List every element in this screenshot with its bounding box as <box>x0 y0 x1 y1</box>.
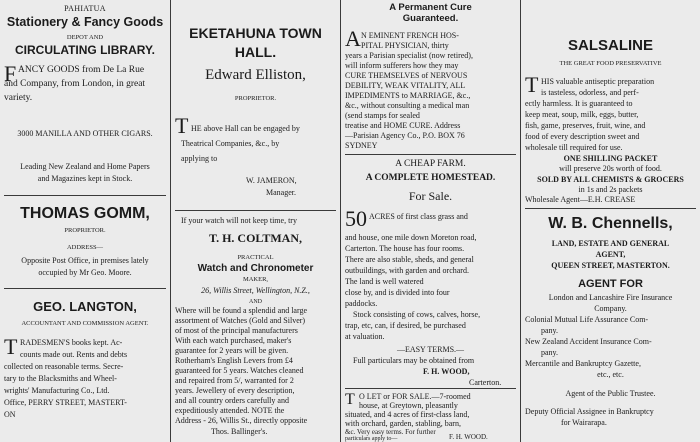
ad-divider <box>4 195 166 196</box>
column-4 <box>521 0 700 442</box>
ad-title: Guaranteed. <box>402 13 459 24</box>
ad-body-line: ectly harmless. It is guaranteed to <box>525 99 633 108</box>
ad-title-trade: Watch and Chronometer <box>197 263 314 274</box>
drop-capital: T <box>525 72 539 97</box>
ad-heading: PAHIATUA <box>64 4 106 13</box>
ad-title: Stationery & Fancy Goods <box>6 15 164 29</box>
ad-subheading: AGENT, <box>595 250 626 259</box>
ad-body-line: Office, PERRY STREET, MASTERT- <box>4 398 127 407</box>
ad-subheading: ACCOUNTANT AND COMMISSION AGENT. <box>21 320 149 327</box>
ad-title: EKETAHUNA TOWN <box>189 25 322 41</box>
ad-body-line: food of every description sweet and <box>525 132 640 141</box>
ad-body-line: Stock consisting of cows, calves, horse, <box>353 310 481 319</box>
ad-subheading: AND <box>249 299 262 305</box>
ad-body-line: outbuildings, with garden and orchard. <box>345 266 469 275</box>
ad-contact-role: Manager. <box>266 188 296 197</box>
ad-body-line: O LET or FOR SALE.—7-roomed <box>359 392 471 401</box>
ad-body-line: The land is well watered <box>345 277 424 286</box>
ad-subheading: QUEEN STREET, MASTERTON. <box>551 261 670 270</box>
ad-body-line: at valuation. <box>345 332 385 341</box>
ad-body-line: collected on reasonable terms. Secre- <box>4 362 124 371</box>
ad-body-line: HE above Hall can be engaged by <box>191 124 300 133</box>
ad-body-line: for Wairarapa. <box>561 418 607 427</box>
ad-body-line: &c. Very easy terms. For further <box>345 428 436 436</box>
ad-body-line: years a Parisian specialist (now retired), <box>345 51 473 60</box>
ad-body-line: and house, one mile down Moreton road, <box>345 233 477 242</box>
ad-body-line: Theatrical Companies, &c., by <box>181 139 280 148</box>
ad-body-line: guarantee for 2 years will be given. <box>175 346 289 355</box>
ad-subheading: DEPOT AND <box>66 34 104 41</box>
ad-body-line: There are also stable, sheds, and general <box>345 255 474 264</box>
ad-body-line: is tasteless, odorless, and perf- <box>541 88 639 97</box>
ad-body-line: N EMINENT FRENCH HOS- <box>361 31 459 40</box>
ad-packet: ONE SHILLING PACKET <box>563 154 658 163</box>
ad-public-trust: Agent of the Public Trustee. <box>565 389 656 398</box>
ad-subheading: For Sale. <box>408 189 453 203</box>
ad-body-line: guaranteed for 5 years. Watches cleaned <box>175 366 304 375</box>
ad-body-line: applying to <box>181 154 218 163</box>
ad-contact: W. JAMERON, <box>246 176 297 185</box>
ad-body-line: CURE THEMSELVES of NERVOUS <box>345 71 468 80</box>
ad-subheading: PROPRIETOR. <box>234 95 277 102</box>
ad-body-line: variety. <box>4 93 33 103</box>
ad-body-line: treatise and HOME CURE. Address <box>345 121 461 130</box>
ad-body-line: HIS valuable antiseptic preparation <box>541 77 655 86</box>
ad-divider <box>525 208 696 209</box>
ad-title-name: Edward Elliston, <box>205 67 306 83</box>
ad-contact-place: Carterton. <box>469 378 502 387</box>
ad-subheading: LAND, ESTATE AND GENERAL <box>551 239 670 248</box>
ad-body-line: pany. <box>541 348 559 357</box>
ad-body-line: ANCY GOODS from De La Rue <box>18 65 145 75</box>
ad-subheading: A COMPLETE HOMESTEAD. <box>365 173 496 183</box>
ad-body-line: paddocks. <box>345 299 378 308</box>
ad-tins: in 1s and 2s packets <box>578 185 643 194</box>
ad-body-line: With each watch purchased, maker's <box>175 336 292 345</box>
ad-body-line: fish, game, preserves, fruit, wine, and <box>525 121 646 130</box>
ad-sold: SOLD BY ALL CHEMISTS & GROCERS <box>537 175 684 184</box>
ad-body-line: ACRES of first class grass and <box>369 212 468 221</box>
ad-body-line: Mercantile and Bankruptcy Gazette, <box>525 359 641 368</box>
drop-capital: T <box>4 334 18 359</box>
ad-subheading: PRACTICAL <box>237 254 274 261</box>
ad-title: HALL. <box>234 44 277 60</box>
ad-address: 26, Willis Street, Wellington, N.Z., <box>201 286 310 295</box>
ad-body-line: of most of the principal manufacturers <box>175 326 298 335</box>
ad-body-line: expeditiously attended. NOTE the <box>175 406 285 415</box>
ad-body-line: Carterton. The house has four rooms. <box>345 244 465 253</box>
drop-capital: A <box>345 26 361 51</box>
ad-subheading: MAKER, <box>242 276 269 283</box>
ad-body-line: pany. <box>541 326 559 335</box>
ad-body-line: Company. <box>594 304 627 313</box>
drop-capital: F <box>4 61 17 86</box>
ad-body-line: assortment of Watches (Gold and Silver) <box>175 316 306 325</box>
ad-body-line: DEBILITY, WEAK VITALITY, ALL <box>345 81 466 90</box>
ad-divider <box>4 288 166 289</box>
ad-title: THOMAS GOMM, <box>20 205 150 222</box>
ad-body-line: IMPEDIMENTS to MARRIAGE, &c., <box>345 91 471 100</box>
ad-subheading: THE GREAT FOOD PRESERVATIVE <box>559 60 662 67</box>
ad-body-line: tary to the Blacksmiths and Wheel- <box>4 374 117 383</box>
ad-body-line: 3000 MANILLA AND OTHER CIGARS. <box>17 129 153 138</box>
ad-body-line: keep meat, soup, milk, eggs, butter, <box>525 110 639 119</box>
ad-body-line: Rotherham's English Levers from £4 <box>175 356 293 365</box>
ad-body-line: house, at Greytown, pleasantly <box>359 401 458 410</box>
ad-contact: F. H. WOOD, <box>423 367 470 376</box>
ad-body-line: occupied by Mr Geo. Moore. <box>38 268 132 277</box>
ad-body-line: situated, and 4 acres of first-class land, <box>345 410 470 419</box>
ad-title: GEO. LANGTON, <box>33 299 137 314</box>
column-3 <box>341 0 520 442</box>
ad-body-line: years. Jewellery of every description, <box>175 386 295 395</box>
ad-divider <box>345 388 516 389</box>
ad-terms: —EASY TERMS.— <box>396 345 465 354</box>
ad-title: SALSALINE <box>567 37 653 54</box>
ad-title: A Permanent Cure <box>389 2 472 13</box>
ad-body-line: London and Lancashire Fire Insurance <box>548 293 673 302</box>
ad-body-line: trap, etc, can, if desired, be purchased <box>345 321 466 330</box>
ad-body-line: PITAL PHYSICIAN, thirty <box>361 41 449 50</box>
column-1 <box>0 0 170 442</box>
ad-subheading: PROPRIETOR. <box>64 227 106 234</box>
drop-capital: T <box>345 391 355 408</box>
drop-numeral: 50 <box>345 206 367 231</box>
ad-body-line: (send stamps for sealed <box>345 111 420 120</box>
ad-body-line: counts made out. Rents and debts <box>20 350 128 359</box>
ad-body-line: with orchard, garden, stabling, barn, <box>345 419 461 428</box>
ad-title-library: CIRCULATING LIBRARY. <box>15 43 155 57</box>
ad-title: W. B. Chennells, <box>548 215 673 232</box>
ad-body-line: close by, and is divided into four <box>345 288 450 297</box>
ad-body-line: Full particulars may be obtained from <box>353 356 475 365</box>
ad-body-line: and all country orders carefully and <box>175 396 289 405</box>
ad-packet-note: will preserve 20s worth of food. <box>559 164 662 173</box>
ad-body-line: will inform sufferers how they may <box>345 61 459 70</box>
ad-agent: Wholesale Agent—E.H. CREASE <box>525 195 636 204</box>
ad-body-line: Where will be found a splendid and large <box>175 306 308 315</box>
ad-body-line: etc., etc. <box>597 370 624 379</box>
column-2 <box>171 0 340 442</box>
ad-body-line: ON <box>4 410 16 419</box>
ad-subheading: ADDRESS— <box>66 244 104 251</box>
ad-body-line: and Magazines kept in Stock. <box>37 174 133 183</box>
drop-capital: T <box>175 113 189 138</box>
ad-body-line: wholesale till required for use. <box>525 143 623 152</box>
ad-body-line: New Zealand Accident Insurance Com- <box>525 337 652 346</box>
ad-body-line: SYDNEY <box>345 141 378 150</box>
ad-body-line: wrights' Manufacturing Co., Ltd. <box>4 386 110 395</box>
ad-body-line: &c., without consulting a medical man <box>345 101 470 110</box>
ad-lead-line: If your watch will not keep time, try <box>181 216 297 225</box>
ad-body-line: Opposite Post Office, in premises lately <box>21 256 149 265</box>
ad-agent-for: AGENT FOR <box>578 278 643 290</box>
ad-body-line: RADESMEN'S books kept. Ac- <box>20 338 123 347</box>
ad-body-line: Colonial Mutual Life Assurance Com- <box>525 315 649 324</box>
ad-title: A CHEAP FARM. <box>395 159 466 169</box>
ad-divider <box>175 210 336 211</box>
ad-body-line: and Company, from London, in great <box>4 79 146 89</box>
ad-body-line: Leading New Zealand and Home Papers <box>20 162 150 171</box>
ad-body-line: and repaired from 5/, warranted for 2 <box>175 376 294 385</box>
ad-body-line: —Parisian Agency Co., P.O. BOX 76 <box>345 131 465 140</box>
ad-body-line: particulars apply to— <box>345 436 398 442</box>
ad-body-line: Thos. Ballinger's. <box>211 427 268 436</box>
ad-body-line: Deputy Official Assignee in Bankruptcy <box>525 407 654 416</box>
ad-body-line: Address - 26, Willis St., directly opposite <box>175 416 308 425</box>
ad-divider <box>345 154 516 155</box>
ad-contact: F. H. WOOD. <box>449 433 488 441</box>
ad-title: T. H. COLTMAN, <box>208 231 302 245</box>
